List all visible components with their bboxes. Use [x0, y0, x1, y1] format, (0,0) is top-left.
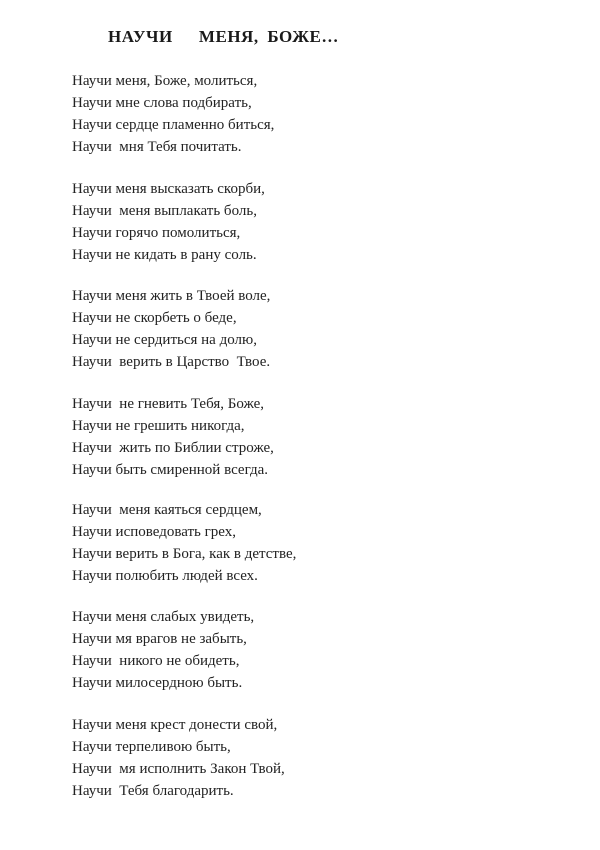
poem-line: Научи быть смиренной всегда.: [72, 462, 269, 478]
poem-line: Научи верить в Бога, как в детстве,: [72, 546, 297, 562]
poem-line: Научи верить в Царство Твое.: [72, 354, 271, 370]
poem-line: Научи меня высказать скорби,: [72, 181, 265, 197]
poem-line: Научи мя исполнить Закон Твой,: [72, 761, 285, 777]
stanza-3: [72, 285, 552, 373]
stanza-2: [72, 178, 552, 266]
stanza-6: [72, 606, 552, 694]
poem-line: Научи меня, Боже, молиться,: [72, 73, 258, 89]
poem-line: Научи не грешить никогда,: [72, 418, 245, 434]
poem-line: Научи сердце пламенно биться,: [72, 117, 275, 133]
poem-line: Научи не гневить Тебя, Боже,: [72, 396, 265, 412]
poem-line: Научи полюбить людей всех.: [72, 568, 258, 584]
stanza-5: [72, 499, 552, 587]
poem-line: Научи мне слова подбирать,: [72, 95, 252, 111]
stanza-1: [72, 70, 552, 158]
poem-line: Научи меня каяться сердцем,: [72, 502, 262, 518]
poem-line: Научи Тебя благодарить.: [72, 783, 234, 799]
poem-line: Научи горячо помолиться,: [72, 225, 241, 241]
poem-line: Научи исповедовать грех,: [72, 524, 237, 540]
poem-line: Научи меня слабых увидеть,: [72, 609, 255, 625]
poem-line: Научи не сердиться на долю,: [72, 332, 257, 348]
poem-line: Научи мня Тебя почитать.: [72, 139, 242, 155]
stanza-7: [72, 714, 552, 802]
poem-line: Научи терпеливою быть,: [72, 739, 231, 755]
poem-title: НАУЧИ МЕНЯ, БОЖЕ…: [108, 27, 339, 46]
poem-line: Научи милосердною быть.: [72, 675, 243, 691]
poem-line: Научи мя врагов не забыть,: [72, 631, 247, 647]
poem-line: Научи меня крест донести свой,: [72, 717, 278, 733]
poem-line: Научи меня выплакать боль,: [72, 203, 257, 219]
poem-line: Научи меня жить в Твоей воле,: [72, 288, 271, 304]
poem-line: Научи никого не обидеть,: [72, 653, 240, 669]
stanza-4: [72, 393, 552, 481]
poem-line: Научи жить по Библии строже,: [72, 440, 274, 456]
poem-line: Научи не кидать в рану соль.: [72, 247, 257, 263]
poem-line: Научи не скорбеть о беде,: [72, 310, 237, 326]
